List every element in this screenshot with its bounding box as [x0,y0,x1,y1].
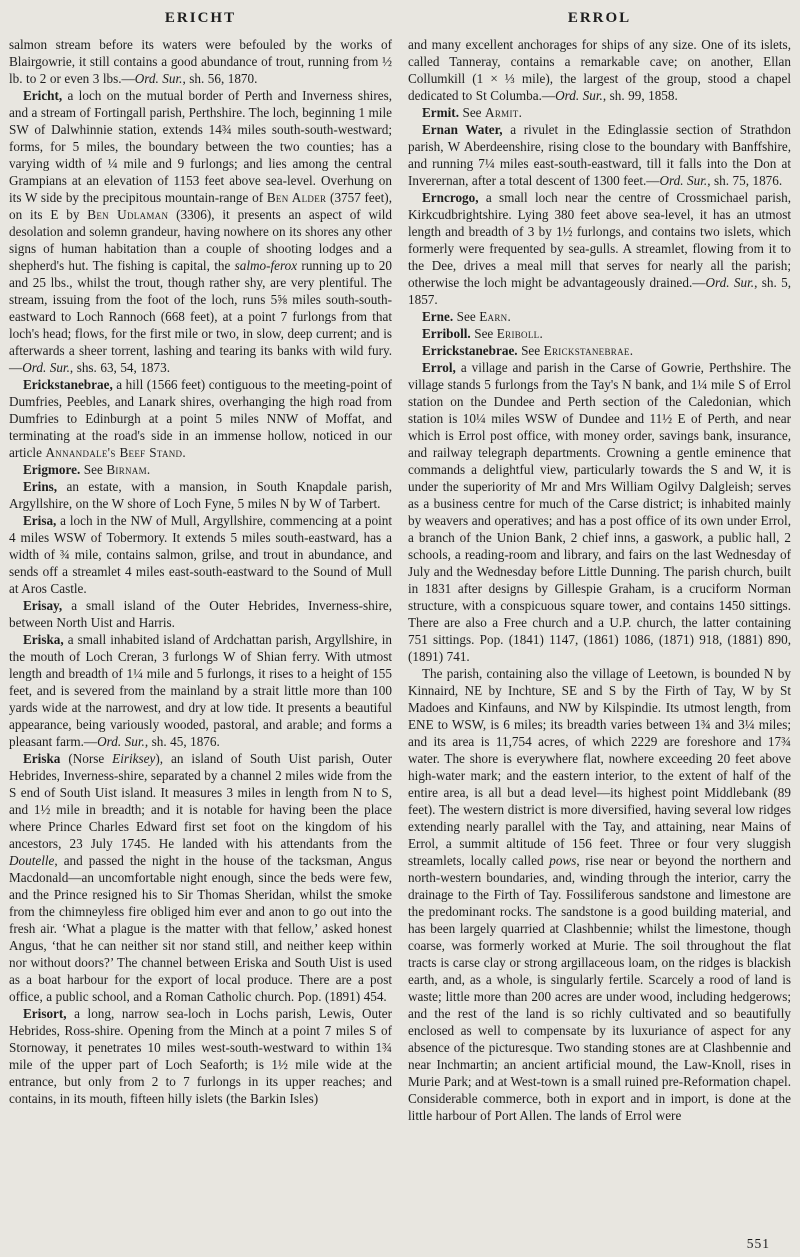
text-run: (3757 feet), on its E by [9,190,392,222]
entry-name: Erisa, [23,513,57,528]
entry-paragraph [9,36,392,87]
entry-name: Erickstanebrae, [23,377,113,392]
column-left [9,10,392,1124]
text-run: ), an island of South Uist parish, Outer Hebrides, Inverness-shire, separated by a channel 2 miles wide from the S end of South Uist island. It measures 3 miles in length from N to S, and 1½ mile in breadth; and it is notable for having been the place where Prince Charles Edward first set foot on the kingdom of his ancestors, 23 July 1745. He landed with his attendants from the [9,751,392,851]
entry-paragraph [408,121,791,189]
entry-paragraph [9,512,392,597]
text-run: Ord. Sur. [555,88,603,103]
text-run: . [539,326,543,341]
text-run: See [80,462,107,477]
text-run: (Norse [60,751,113,766]
running-head-left: ERICHT [164,10,237,26]
entry-paragraph [9,750,392,1005]
text-run: a small island of the Outer Hebrides, Inverness-shire, between North Uist and Harris. [9,598,392,630]
text-run: . [629,343,633,358]
entry-paragraph [408,325,791,342]
text-run: Ord. Sur. [22,360,70,375]
columns-container [9,10,791,1124]
text-run: pows [549,853,577,868]
text-run: . [518,105,522,120]
text-run: salmo-ferox [234,258,298,273]
text-run: . [182,445,186,460]
text-run: and many excellent anchorages for ships of any size. One of its islets, called Tanneray, contains a remarkable cave; on another, Ellan Collumkill (1 × ⅓ mile), the largest of the group, stood a chapel dedicated to St Columba.— [408,37,791,103]
text-run: , shs. 63, 54, 1873. [69,360,170,375]
entry-name: Eriska [23,751,61,766]
text-run: an estate, with a mansion, in South Knapdale parish, Argyllshire, on the W shore of Loch Fyne, 5 miles N by W of Tarbert. [9,479,392,511]
text-run: a small inhabited island of Ardchattan parish, Argyllshire, in the mouth of Loch Creran, 3 furlongs W of Shian ferry. With utmost length and breadth of 1¼ mile and 5 furlongs, it rises to a height of 155 feet, and is severed from the mainland by a strait little more than 100 yards wide at the narrowest, and dry at low tide. It presents a beautiful appearance, being variously wooded, pastoral, and arable; and forms a pleasant farm.— [9,632,392,749]
text-run: a village and parish in the Carse of Gowrie, Perthshire. The village stands 5 furlongs from the Tay's N bank, and 1¼ mile S of Errol station on the Dundee and Perth section of the Caledonian, which station is 10¼ miles WSW of Dundee and 11½ E of Perth, and near which is Errol post office, with money order, savings bank, insurance, and railway telegraph departments. Crowning a gentle eminence that commands a delightful view, particularly towards the S and W, it is under the superiority of Mr and Mrs William Ogilvy Dalgleish; serves as a business centre for much of the Carse district; is inhabited mainly by weavers and operatives; and has a post office of its own under Errol, a branch of the Union Bank, 2 chief inns, a gaswork, a public hall, 2 schools, a reading-room and library, and fairs on the last Wednesday of July and the Wednesday before Little Dunning. The parish church, built in 1831 after designs by Gillespie Graham, is a cruciform Norman structure, with a conspicuous square tower, and contains 1450 sittings. There are also a Free church and a U.P. church, the latter containing 751 sittings. Pop. (1841) 1147, (1861) 1086, (1871) 918, (1881) 890, (1891) 741. [408,360,791,664]
text-run: See [459,105,486,120]
entry-name: Erncrogo, [422,190,479,205]
entry-name: Ernan Water, [422,122,503,137]
text-run: Earn [479,309,508,324]
text-run: Erickstanebrae [543,343,630,358]
entry-paragraph [408,665,791,1124]
entry-paragraph [9,478,392,512]
column-right [408,10,791,1124]
text-run: See [517,343,544,358]
text-run: Eiriksey [112,751,156,766]
text-run: Eriboll [496,326,540,341]
text-run: Armit [485,105,519,120]
text-run: The parish, containing also the village of Leetown, is bounded N by Kinnaird, NE by Inchture, SE and S by the Firth of Tay, W by St Madoes and Kinfauns, and NW by Kilspindie. Its utmost length, from ENE to WSW, is 6 miles; its breadth varies between 1¾ and 3¼ miles; and its area is 11,754 acres, of which 2229 are foreshore and 17¾ water. The shore is everywhere flat, nowhere exceeding 20 feet above high-water mark; and the eastern interior, to the extent of half of the entire area, is all but a dead level—its highest point Middlebank (89 feet). The western district is more diversified, having several low ridges extending nearly parallel with the Tay, and attaining, near Mains of Errol, a summit altitude of 156 feet. Three or four very sluggish streamlets, locally called [408,666,791,868]
entry-name: Erisort, [23,1006,67,1021]
entry-paragraph [9,597,392,631]
entry-paragraph [9,87,392,376]
text-run: Annandale's Beef Stand [45,445,183,460]
entry-paragraph [408,308,791,325]
entry-name: Errol, [422,360,456,375]
text-run: running up to 20 and 25 lbs., whilst the trout, though rather shy, are very plentiful. The stream, issuing from the foot of the loch, runs 5⅝ miles south-south-eastward to Loch Rannoch (668 feet), at a point 7 furlongs from that loch's head; flows, for the first mile or two, in slow, deep current; and is afterwards a sheer torrent, lashing and tearing its banks with wild fury.— [9,258,392,375]
text-run: , and passed the night in the house of the tacksman, Angus Macdonald—an uncomfortable night enough, since the beds were few, and the Prince resigned his to Sir Thomas Sheridan, whilst the smoke from the chimneyless fire obliged him ever and anon to go out into the fresh air. ‘What a plague is the matter with that fellow,’ asked honest Angus, ‘that he can neither sit nor stand still, and neither keep within nor without doors?’ The channel between Eriska and South Uist is used as a boat harbour for the export of local produce. There are a post office, a public school, and a Roman Catholic church. Pop. (1891) 454. [9,853,392,1004]
text-run: a long, narrow sea-loch in Lochs parish, Lewis, Outer Hebrides, Ross-shire. Opening from the Minch at a point 7 miles S of Stornoway, it penetrates 10 miles west-south-westward to within 1¾ mile of the upper part of Loch Seaforth; is 1½ mile wide at the entrance, but only from 2 to 7 furlongs in its upper reaches; and contains, in its mouth, fifteen hilly islets (the Barkin Isles) [9,1006,392,1106]
text-run: a loch in the NW of Mull, Argyllshire, commencing at a point 4 miles WSW of Tobermory. It extends 5 miles south-eastward, has a width of ¾ mile, contains salmon, grilse, and trout in abundance, and sends off a streamlet 4 miles east-south-eastward to the Sound of Mull at Aros Castle. [9,513,392,596]
text-run: Ben Alder [266,190,327,205]
entry-name: Ericht, [23,88,63,103]
entry-name: Erigmore. [23,462,81,477]
entry-paragraph [408,359,791,665]
text-run: a rivulet in the Edinglassie section of Strathdon parish, W Aberdeenshire, rising close to the boundary with Banffshire, and running 7¼ miles east-south-eastward, till it falls into the Don at Inverernan, after a total descent of 1300 feet.— [408,122,791,188]
entry-paragraph [408,104,791,121]
entry-paragraph [9,376,392,461]
entry-name: Erne. [422,309,454,324]
text-run: Doutelle [9,853,55,868]
entry-paragraph [408,342,791,359]
text-run: See [453,309,480,324]
column-right-body [408,36,791,1124]
entry-paragraph [408,36,791,104]
running-head-right: ERROL [567,10,632,26]
text-run: a loch on the mutual border of Perth and Inverness shires, and a stream of Fortingall parish, Perthshire. The loch, beginning 1 mile SW of Dalwhinnie station, extends 14¾ miles south-south-westward; forms, for 5 miles, the boundary between the two counties; has a varying width of ¼ mile and 9 furlongs; and lies among the central Grampians at an elevation of 1153 feet above sea-level. Overhung on its W side by the precipitous mountain-range of [9,88,392,205]
text-run: a small loch near the centre of Crossmichael parish, Kirkcudbrightshire. Lying 380 feet above sea-level, it has an utmost length and breadth of 3 by 1½ furlongs, and contains two islets, which formerly were frequented by sea-gulls. A streamlet, flowing from it to the Dee, drives a meal mill that serves for nearly all the parish; otherwise the loch might be advantageously drained.— [408,190,791,290]
entry-name: Erriboll. [422,326,471,341]
text-run: , sh. 75, 1876. [707,173,783,188]
entry-paragraph [9,461,392,478]
entry-name: Ermit. [422,105,459,120]
page-number: 551 [746,1236,770,1251]
text-run: . [146,462,151,477]
entry-name: Erisay, [23,598,63,613]
entry-name: Errickstanebrae. [422,343,518,358]
text-run: Ord. Sur. [134,71,183,86]
entry-paragraph [408,189,791,308]
text-run: , sh. 56, 1870. [182,71,258,86]
text-run: See [470,326,497,341]
entry-name: Eriska, [23,632,64,647]
text-run: . [507,309,511,324]
text-run: Ord. Sur. [659,173,708,188]
text-run: salmon stream before its waters were befouled by the works of Blairgowrie, it still contains a good abundance of trout, running from ½ lb. to 2 or even 3 lbs.— [9,37,392,86]
text-run: , rise near or beyond the northern and north-western boundaries, and, winding through the interior, carry the drainage to the Firth of Tay. Fossiliferous sandstone and limestone are the predominant rocks. The sandstone is a good building material, and has been largely quarried at Clashbennie; whilst the limestone, though coarse, was formerly worked at Murie. The soil throughout the flat tracts is carse clay or strong argillaceous loam, on the ridges is blackish earth, and, as a whole, is singularly fertile. Scarcely a rood of land is waste; little more than 200 acres are under wood, including hedgerows; and the rest of the land is so richly cultivated and so beautifully enclosed as well to compensate by its luxuriance of aspect for any absence of the picturesque. Two standing stones are at Clashbennie and near Inchmartin; an ancient artificial mound, the Law-Knoll, rises in Murie Park; and at West-town is a small ruined pre-Reformation chapel. Considerable commerce, both in export and in import, is done at the little harbour of Port Allen. The lands of Errol were [408,853,791,1123]
text-run: , sh. 5, 1857. [408,275,791,307]
text-run: a hill (1566 feet) contiguous to the meeting-point of Dumfries, Peebles, and Lanark shires, overhanging the high road from Dumfries to Edinburgh at a point 5 miles NNW of Moffat, and terminating at the road's side in an immense hollow, noticed in our article [9,377,392,460]
text-run: Ord. Sur. [97,734,145,749]
text-run: , sh. 99, 1858. [602,88,678,103]
text-run: Birnam [106,462,147,477]
column-left-body [9,36,392,1107]
text-run: Ord. Sur. [705,275,755,290]
entry-paragraph [9,1005,392,1107]
text-run: Ben Udlaman [87,207,169,222]
entry-name: Erins, [23,479,58,494]
text-run: , sh. 45, 1876. [144,734,220,749]
entry-paragraph [9,631,392,750]
text-run: (3306), it presents an aspect of wild desolation and solemn grandeur, having nowhere on its shores any other signs of human habitation than a couple of shooting lodges and a shepherd's hut. The fishing is capital, the [9,207,392,273]
